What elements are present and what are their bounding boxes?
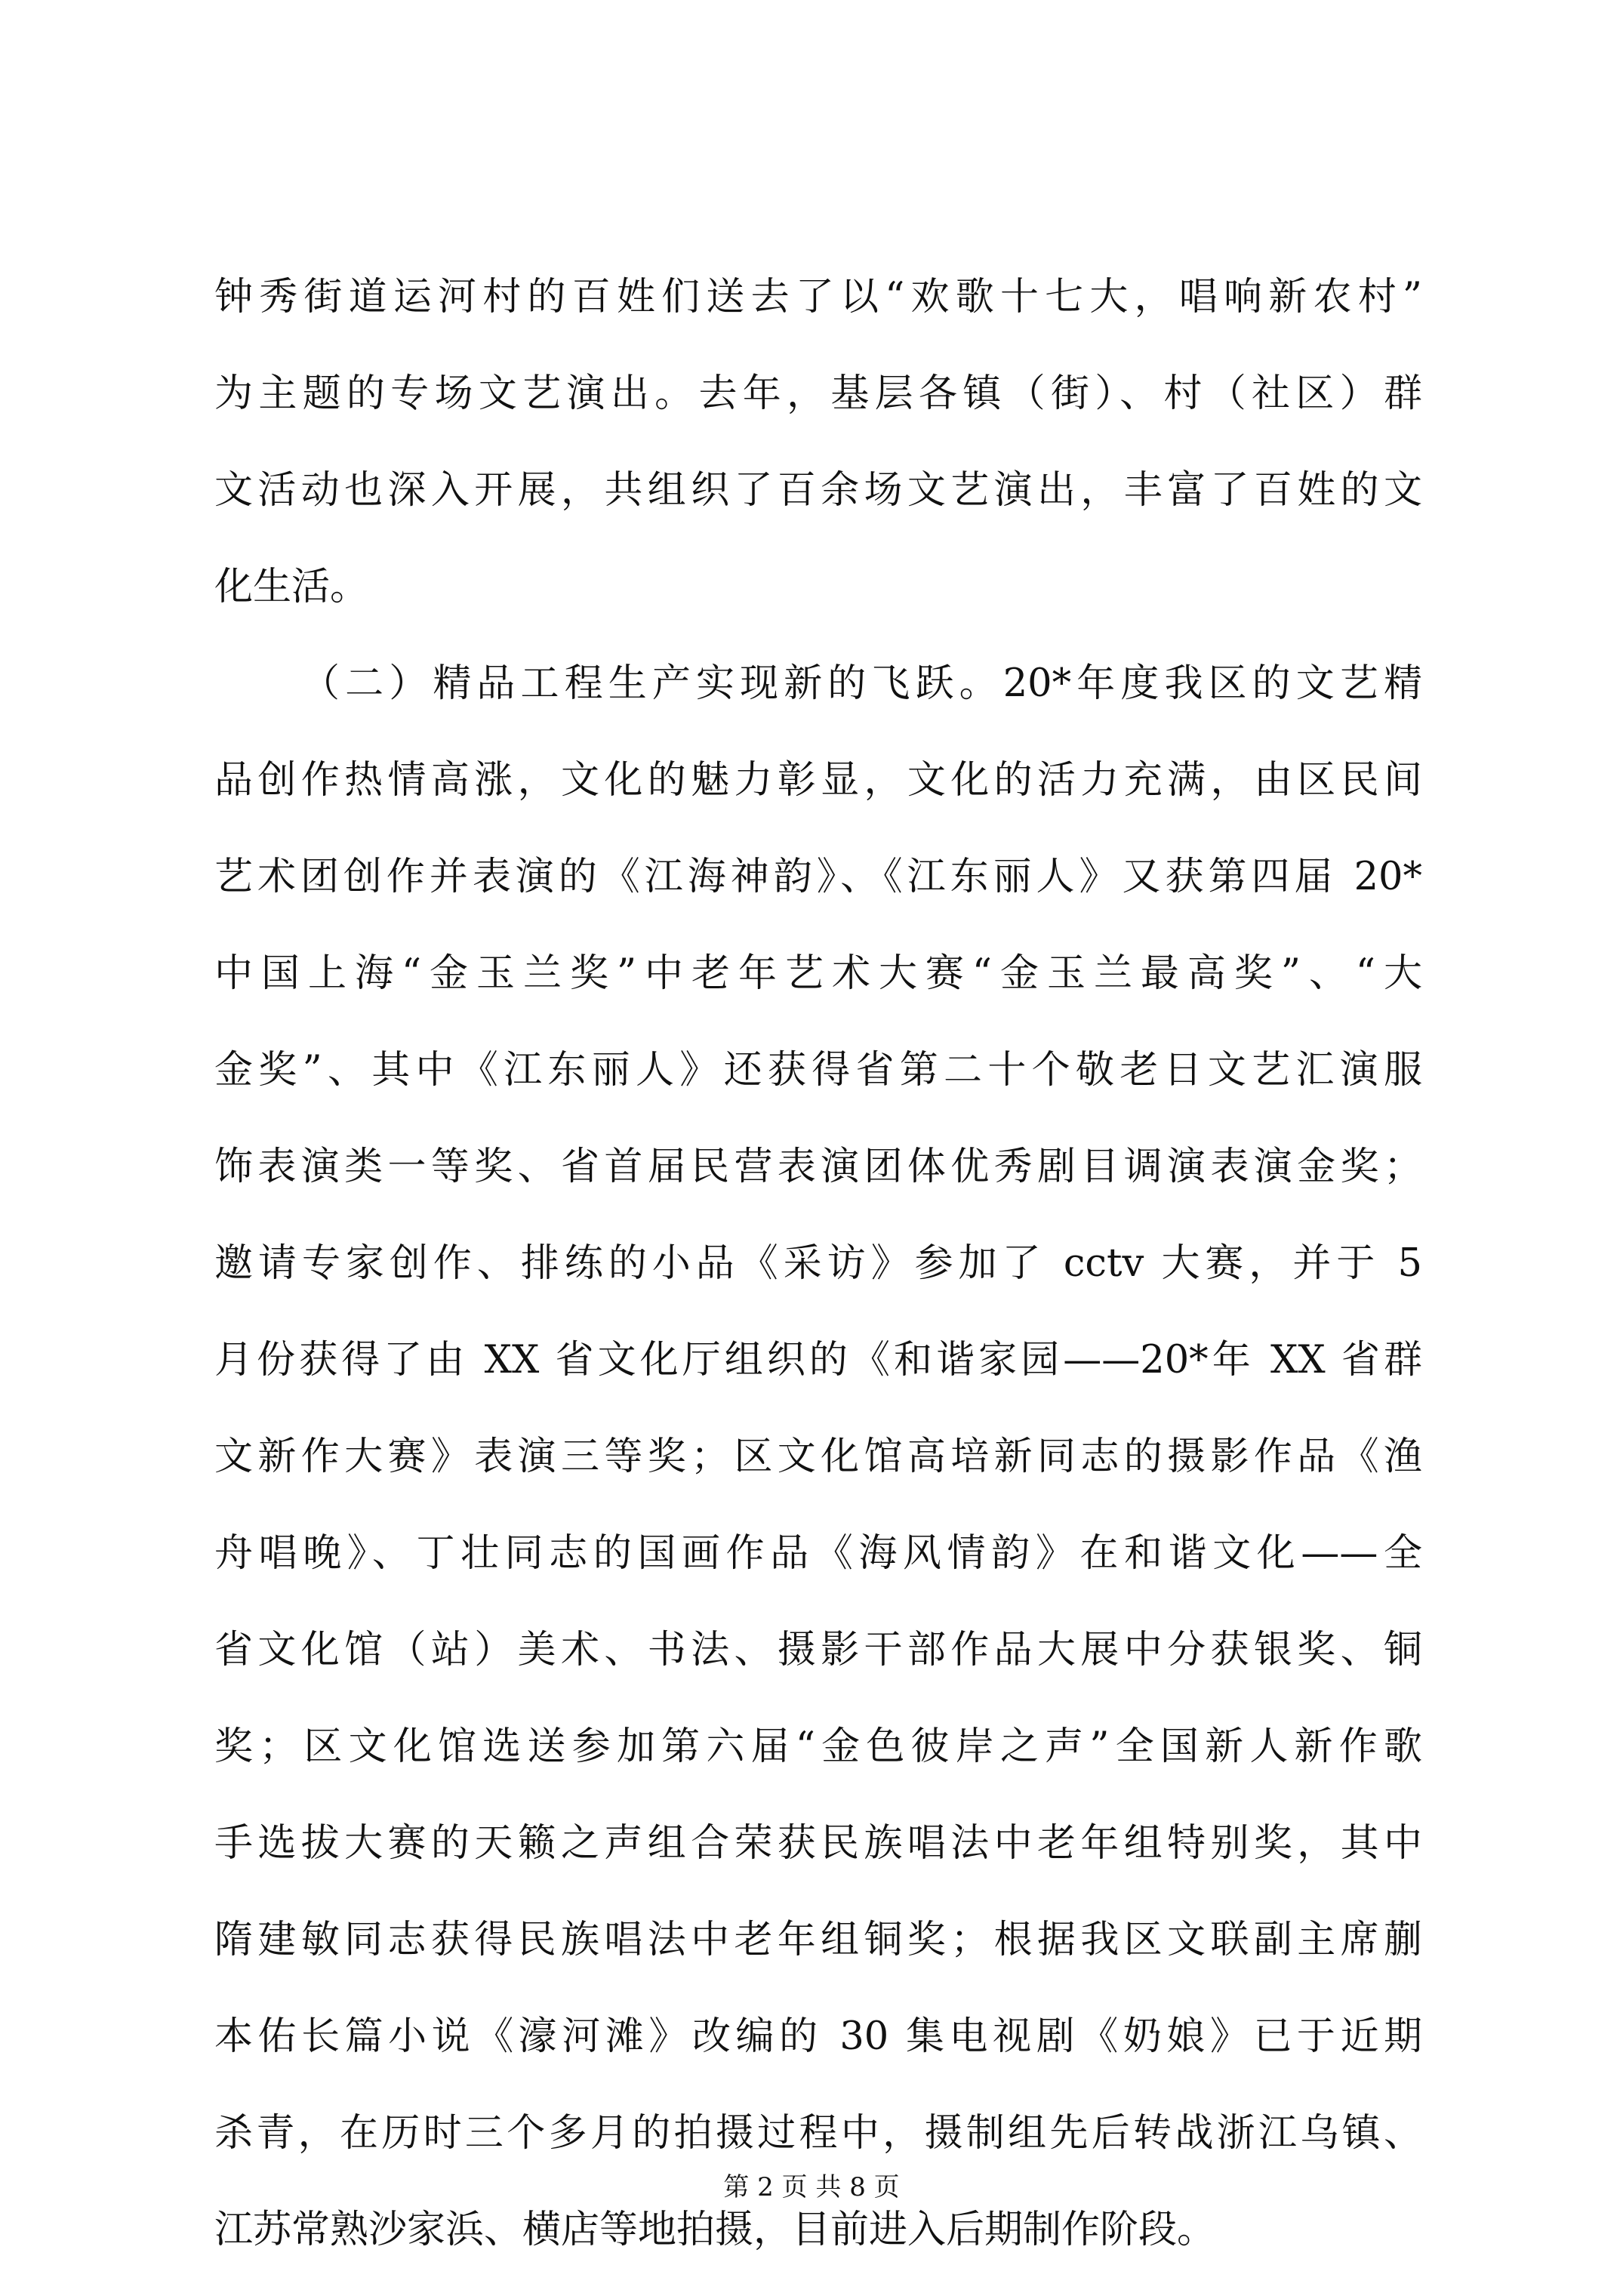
text-line: 文新作大赛》表演三等奖；区文化馆高培新同志的摄影作品《渔 <box>214 1435 1422 1479</box>
text-line: 文活动也深入开展，共组织了百余场文艺演出，丰富了百姓的文 <box>214 468 1422 513</box>
text-line: 本佑长篇小说《濠河滩》改编的 30 集电视剧《奶娘》已于近期 <box>214 2014 1422 2059</box>
text-line: 品创作热情高涨，文化的魅力彰显，文化的活力充满，由区民间 <box>214 758 1422 803</box>
text-line: 江苏常熟沙家浜、横店等地拍摄，目前进入后期制作阶段。 <box>214 2208 1216 2252</box>
text-line: 舟唱晚》、丁壮同志的国画作品《海风情韵》在和谐文化——全 <box>214 1531 1422 1576</box>
text-line: 饰表演类一等奖、省首届民营表演团体优秀剧目调演表演金奖； <box>214 1145 1422 1189</box>
text-line: 隋建敏同志获得民族唱法中老年组铜奖；根据我区文联副主席蒯 <box>214 1918 1422 1962</box>
text-line: 月份获得了由 XX 省文化厅组织的《和谐家园——20*年 XX 省群 <box>214 1338 1422 1382</box>
text-line: 邀请专家创作、排练的小品《采访》参加了 cctv 大赛，并于 5 <box>214 1241 1422 1286</box>
text-line: 艺术团创作并表演的《江海神韵》、《江东丽人》又获第四届 20* <box>214 855 1422 899</box>
text-line: （二）精品工程生产实现新的飞跃。20*年度我区的文艺精 <box>301 661 1422 706</box>
text-line: 化生活。 <box>214 565 369 609</box>
text-line: 钟秀街道运河村的百姓们送去了以“欢歌十七大，唱响新农村” <box>214 275 1422 319</box>
text-line: 奖；区文化馆选送参加第六届“金色彼岸之声”全国新人新作歌 <box>214 1724 1422 1769</box>
text-line: 省文化馆（站）美术、书法、摄影干部作品大展中分获银奖、铜 <box>214 1628 1422 1672</box>
text-line: 手选拔大赛的天籁之声组合荣获民族唱法中老年组特别奖，其中 <box>214 1821 1422 1866</box>
text-line: 杀青，在历时三个多月的拍摄过程中，摄制组先后转战浙江乌镇、 <box>214 2111 1422 2156</box>
text-line: 中国上海“金玉兰奖”中老年艺术大赛“金玉兰最高奖”、“大 <box>214 951 1422 996</box>
text-line: 金奖”、其中《江东丽人》还获得省第二十个敬老日文艺汇演服 <box>214 1048 1422 1093</box>
body-text <box>214 249 1422 2279</box>
page-number-footer: 第 2 页 共 8 页 <box>723 2172 900 2202</box>
text-line: 为主题的专场文艺演出。去年，基层各镇（街）、村（社区）群 <box>214 371 1422 416</box>
